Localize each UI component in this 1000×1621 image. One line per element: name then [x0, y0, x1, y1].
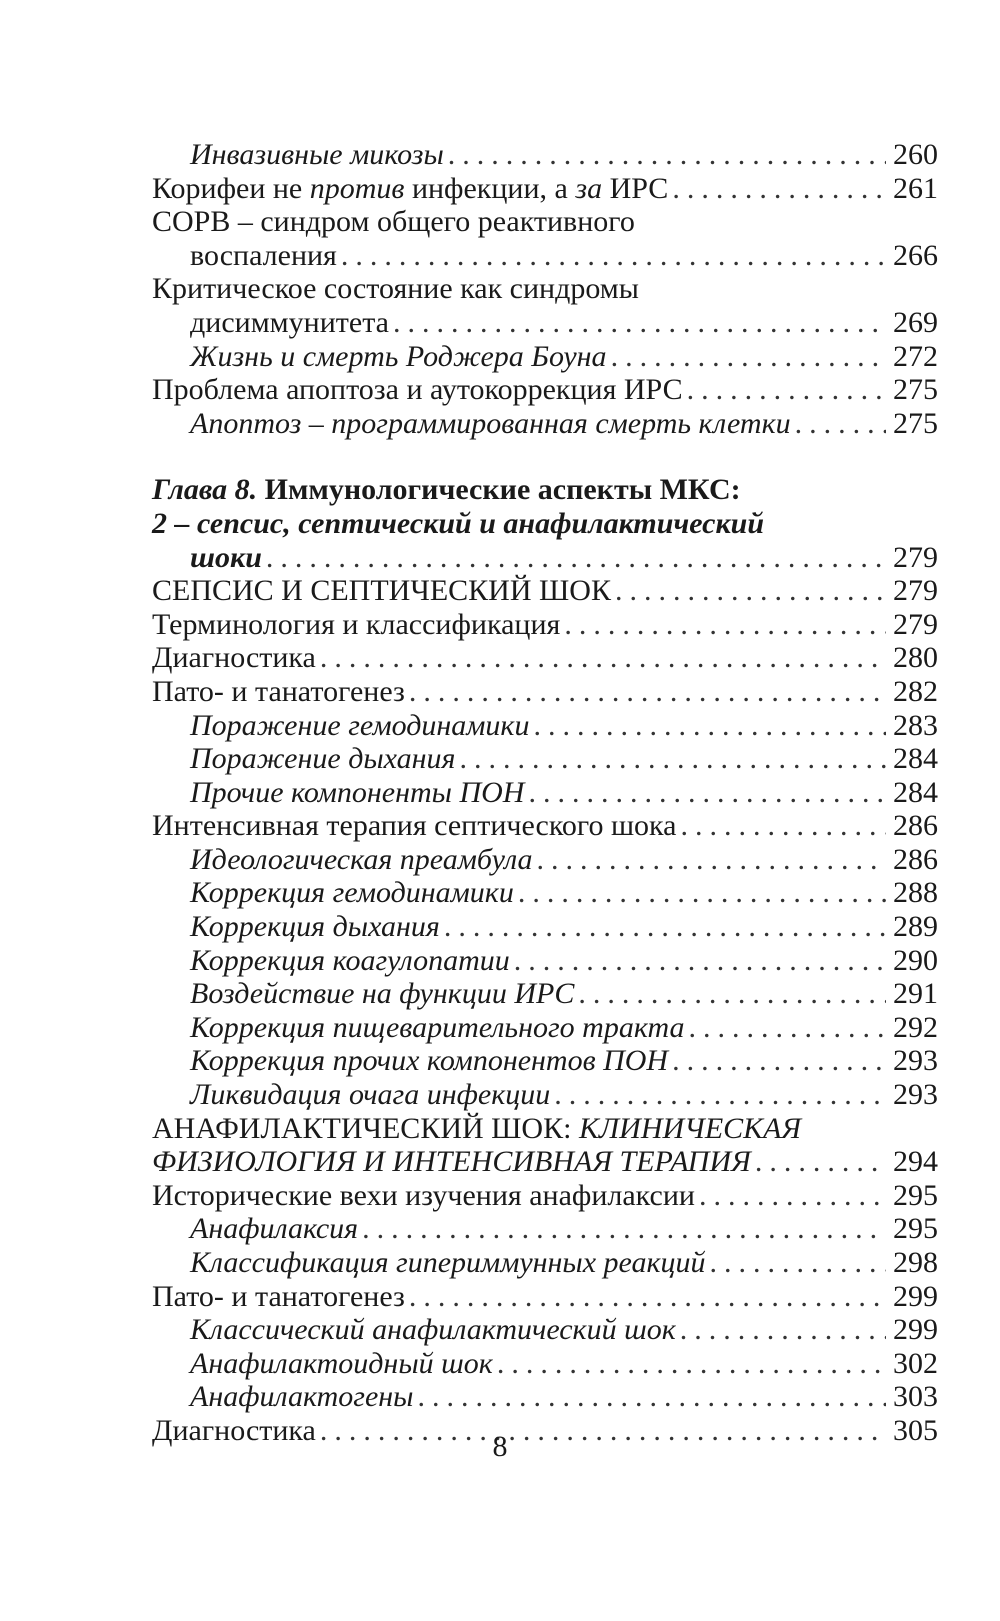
toc-entry-title: Терминология и классификация [152, 607, 561, 641]
toc-entry-page: 299 [893, 1279, 938, 1313]
toc-entry-page: 298 [893, 1246, 938, 1279]
dot-leader [554, 1078, 886, 1112]
toc-entry-title: Диагностика [152, 1413, 316, 1447]
toc-entry [152, 1313, 938, 1347]
toc-entry-title: Коррекция прочих компонентов ПОН [190, 1044, 669, 1078]
toc-entry-page: 284 [893, 742, 938, 776]
toc-entry [152, 138, 938, 172]
dot-leader [795, 407, 886, 441]
toc-entry-page: 269 [893, 305, 938, 339]
toc-entry-title: Прочие компоненты ПОН [190, 775, 525, 809]
toc-entry-page: 286 [893, 842, 938, 876]
toc-entry-title: Пато- и танатогенез [152, 1279, 405, 1313]
toc-entry-page: 302 [893, 1346, 938, 1380]
toc-entry-title: Диагностика [152, 641, 316, 675]
toc-entry [152, 809, 938, 843]
toc-entry-title-line: Критическое состояние как синдромы [152, 272, 639, 306]
dot-leader [417, 1380, 886, 1414]
toc-entry-page: 266 [893, 238, 938, 272]
toc-entry [152, 172, 938, 206]
toc-entry-page: 289 [893, 910, 938, 944]
dot-leader [409, 1280, 886, 1314]
toc-entry-page: 261 [893, 171, 938, 205]
table-of-contents [152, 138, 938, 1448]
toc-entry [152, 340, 938, 374]
toc-entry-page: 299 [893, 1313, 938, 1347]
dot-leader [266, 541, 886, 575]
toc-entry [152, 1011, 938, 1045]
dot-leader [459, 742, 886, 776]
dot-leader [448, 138, 886, 172]
toc-entry [152, 1347, 938, 1381]
toc-entry-page: 290 [893, 943, 938, 977]
toc-entry [152, 910, 938, 944]
toc-entry-title: Проблема апоптоза и аутокоррекция ИРС [152, 373, 683, 407]
toc-entry [152, 574, 938, 608]
toc-entry [152, 709, 938, 743]
page-number: 8 [492, 1430, 508, 1463]
toc-entry-page: 284 [893, 775, 938, 809]
dot-leader [564, 608, 886, 642]
toc-entry [152, 1179, 938, 1213]
chapter-heading-line: 2 – сепсис, септический и анафилактический [152, 506, 765, 540]
toc-entry [152, 1145, 938, 1179]
toc-entry-title: Инвазивные микозы [190, 138, 444, 171]
toc-entry-page: 282 [893, 674, 938, 708]
dot-leader [514, 944, 886, 978]
toc-entry [152, 776, 938, 810]
toc-entry [152, 675, 938, 709]
chapter-label: Глава 8. [152, 473, 258, 507]
dot-leader [710, 1246, 886, 1280]
dot-leader [393, 306, 886, 340]
toc-entry-title: Интенсивная терапия септического шока [152, 809, 677, 843]
toc-entry-title: Корифеи не против инфекции, а за ИРС [152, 171, 669, 205]
toc-entry-title: Жизнь и смерть Роджера Боуна [190, 339, 607, 373]
dot-leader [362, 1212, 886, 1246]
toc-entry-page: 295 [893, 1212, 938, 1246]
toc-entry-page: 288 [893, 876, 938, 910]
toc-entry-page: 279 [893, 540, 938, 574]
dot-leader [409, 675, 886, 709]
toc-entry-page: 303 [893, 1380, 938, 1414]
toc-entry-page: 293 [893, 1044, 938, 1078]
dot-leader [497, 1347, 886, 1381]
toc-entry-page: 295 [893, 1178, 938, 1212]
toc-entry-title: Анафилактогены [190, 1380, 414, 1414]
toc-entry-title: Анафилаксия [190, 1212, 359, 1246]
toc-entry [152, 1044, 938, 1078]
toc-entry-title: Анафилактоидный шок [190, 1346, 493, 1380]
toc-entry-page: 292 [893, 1010, 938, 1044]
dot-leader [689, 1011, 887, 1045]
toc-entry-title: Пато- и танатогенез [152, 674, 405, 708]
chapter-title: Иммунологические аспекты МКС: [257, 473, 741, 507]
toc-entry-page: 279 [893, 607, 938, 641]
toc-entry [152, 306, 938, 340]
toc-entry [152, 641, 938, 675]
toc-entry-page: 283 [893, 708, 938, 742]
dot-leader [528, 776, 886, 810]
dot-leader [681, 809, 887, 843]
toc-entry-page: 293 [893, 1078, 938, 1112]
toc-entry-title: СЕПСИС И СЕПТИЧЕСКИЙ ШОК [152, 574, 611, 608]
chapter-heading-line [152, 473, 938, 507]
toc-entry-title: Апоптоз – программированная смерть клетки [190, 406, 791, 440]
toc-entry-title: Исторические вехи изучения анафилаксии [152, 1178, 695, 1212]
toc-entry [152, 373, 938, 407]
toc-entry [152, 407, 938, 441]
toc-entry-title: Классический анафилактический шок [190, 1313, 676, 1347]
toc-entry-title: Воздействие на функции ИРС [190, 977, 575, 1011]
toc-entry-page: 280 [893, 641, 938, 675]
toc-entry-title: Поражение гемодинамики [190, 708, 530, 742]
toc-entry-title: дисиммунитета [190, 305, 389, 339]
toc-entry [152, 608, 938, 642]
toc-entry [152, 1280, 938, 1314]
toc-entry-title: воспаления [190, 238, 337, 272]
toc-entry-page: 294 [893, 1145, 938, 1179]
dot-leader [537, 843, 886, 877]
dot-leader [672, 1044, 886, 1078]
toc-entry [152, 742, 938, 776]
dot-leader [533, 709, 886, 743]
toc-entry-page: 275 [893, 373, 938, 407]
dot-leader [341, 239, 886, 273]
dot-leader [680, 1313, 886, 1347]
toc-entry-title: Коррекция пищеварительного тракта [190, 1010, 685, 1044]
toc-entry [152, 1078, 938, 1112]
dot-leader [611, 340, 886, 374]
toc-entry-title: Коррекция коагулопатии [190, 943, 510, 977]
dot-leader [615, 574, 886, 608]
toc-entry [152, 1380, 938, 1414]
toc-entry [152, 977, 938, 1011]
dot-leader [320, 641, 886, 675]
toc-entry-title: Коррекция дыхания [190, 910, 440, 944]
toc-entry-page: 260 [893, 138, 938, 171]
toc-entry-page: 272 [893, 339, 938, 373]
toc-entry-title: ФИЗИОЛОГИЯ И ИНТЕНСИВНАЯ ТЕРАПИЯ [152, 1145, 751, 1179]
toc-entry-title: Ликвидация очага инфекции [190, 1078, 551, 1112]
toc-entry-page: 275 [893, 406, 938, 440]
toc-entry [152, 1212, 938, 1246]
toc-entry-title: Идеологическая преамбула [190, 842, 533, 876]
toc-entry [152, 541, 938, 575]
toc-entry-title: Классификация гипериммунных реакций [190, 1246, 706, 1279]
toc-entry-page: 279 [893, 574, 938, 608]
toc-entry [152, 944, 938, 978]
toc-entry-page: 305 [893, 1413, 938, 1447]
dot-leader [687, 373, 886, 407]
dot-leader [699, 1179, 886, 1213]
dot-leader [518, 876, 886, 910]
toc-entry-title: шоки [190, 540, 262, 574]
toc-entry-title-line: АНАФИЛАКТИЧЕСКИЙ ШОК: КЛИНИЧЕСКАЯ [152, 1111, 802, 1145]
toc-entry [152, 876, 938, 910]
section-gap [152, 440, 938, 473]
dot-leader [578, 977, 886, 1011]
toc-entry-page: 286 [893, 809, 938, 843]
toc-entry-title-line: СОРВ – синдром общего реактивного [152, 205, 635, 239]
dot-leader [444, 910, 886, 944]
toc-entry-title: Коррекция гемодинамики [190, 876, 514, 910]
toc-entry [152, 843, 938, 877]
toc-entry-title: Поражение дыхания [190, 742, 456, 776]
toc-entry [152, 1246, 938, 1280]
toc-entry-page: 291 [893, 977, 938, 1011]
dot-leader [755, 1145, 886, 1179]
toc-entry [152, 239, 938, 273]
dot-leader [672, 172, 886, 206]
